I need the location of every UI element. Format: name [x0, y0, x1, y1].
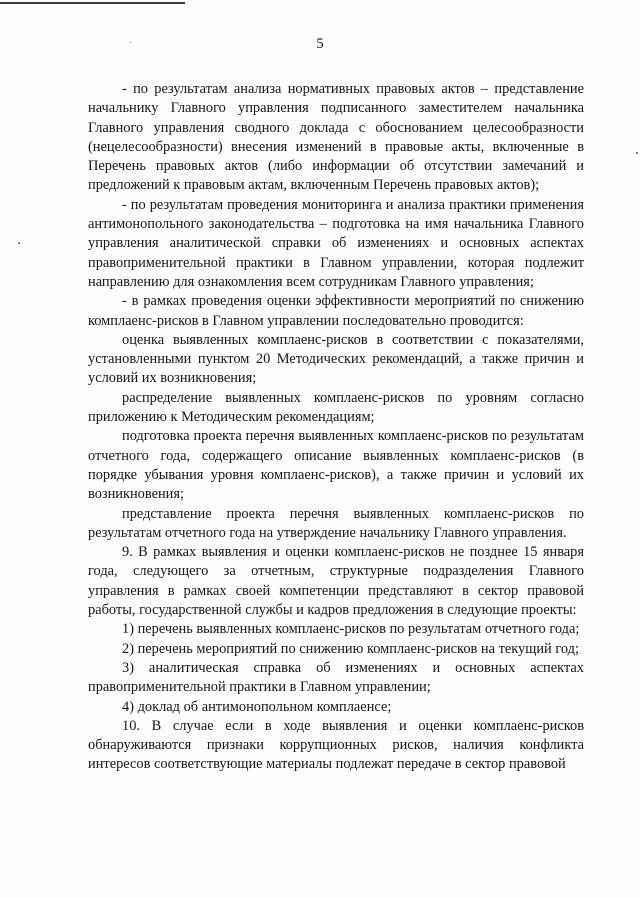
paragraph-monitoring: - по результатам проведения мониторинга и анализа практики применения антимонопольного законодательства – подготовка на имя начальника Главного управления аналитической справки об изменениях и основных аспектах правоприменительной практики в Главном управлении, которая подлежит направлению для ознакомления всем сотрудникам Главного управления; [88, 196, 584, 290]
top-rule [0, 2, 185, 4]
document-body [88, 80, 584, 775]
paragraph-legal-acts-analysis: - по результатам анализа нормативных правовых актов – представление начальнику Главного управления подписанного заместителем начальника Главного управления сводного доклада с обоснованием целесообразности (нецелесообразности) внесения изменений в правовые акты, включенные в Перечень правовых актов (либо информации об отсутствии замечаний и предложений к правовым актам, включенным Перечень правовых актов); [88, 81, 584, 194]
scan-speck [636, 152, 638, 154]
paragraph-subitem-1: 1) перечень выявленных комплаенс-рисков по результатам отчетного года; [122, 621, 580, 638]
paragraph-submission: представление проекта перечня выявленных комплаенс-рисков по результатам отчетного года на утверждение начальнику Главного управления. [88, 505, 584, 541]
paragraph-subitem-3: 3) аналитическая справка об изменениях и основных аспектах правоприменительной практики в Главном управлении; [88, 659, 584, 696]
paragraph-draft-list: подготовка проекта перечня выявленных комплаенс-рисков по результатам отчетного года, содержащего описание выявленных комплаенс-рисков (в порядке убывания уровня комплаенс-рисков), а также причин и условий их возникновения; [88, 428, 584, 503]
paragraph-subitem-4: 4) доклад об антимонопольном комплаенсе; [122, 698, 392, 715]
paragraph-risk-distribution: распределение выявленных комплаенс-рисков по уровням согласно приложению к Методическим рекомендациям; [88, 389, 584, 426]
scan-speck [18, 242, 20, 244]
paragraph-item-10: 10. В случае если в ходе выявления и оценки комплаенс-рисков обнаруживаются признаки коррупционных рисков, наличия конфликта интересов соответствующие материалы подлежат передаче в сектор правовой [88, 717, 584, 773]
paragraph-item-9: 9. В рамках выявления и оценки комплаенс-рисков не позднее 15 января года, следующего за отчетным, структурные подразделения Главного управления в рамках своей компетенции представляют в сектор правовой работы, государственной службы и кадров предложения в следующие проекты: [88, 544, 584, 619]
paragraph-efficiency-assessment: - в рамках проведения оценки эффективности мероприятий по снижению комплаенс-рисков в Главном управлении последовательно проводится: [88, 293, 584, 329]
paragraph-subitem-2: 2) перечень мероприятий по снижению комплаенс-рисков на текущий год; [122, 640, 579, 657]
scan-speck [130, 42, 131, 43]
paragraph-risk-evaluation: оценка выявленных комплаенс-рисков в соответствии с показателями, установленными пунктом 20 Методических рекомендаций, а также причин и условий их возникновения; [88, 331, 584, 387]
page-number: 5 [316, 36, 324, 52]
